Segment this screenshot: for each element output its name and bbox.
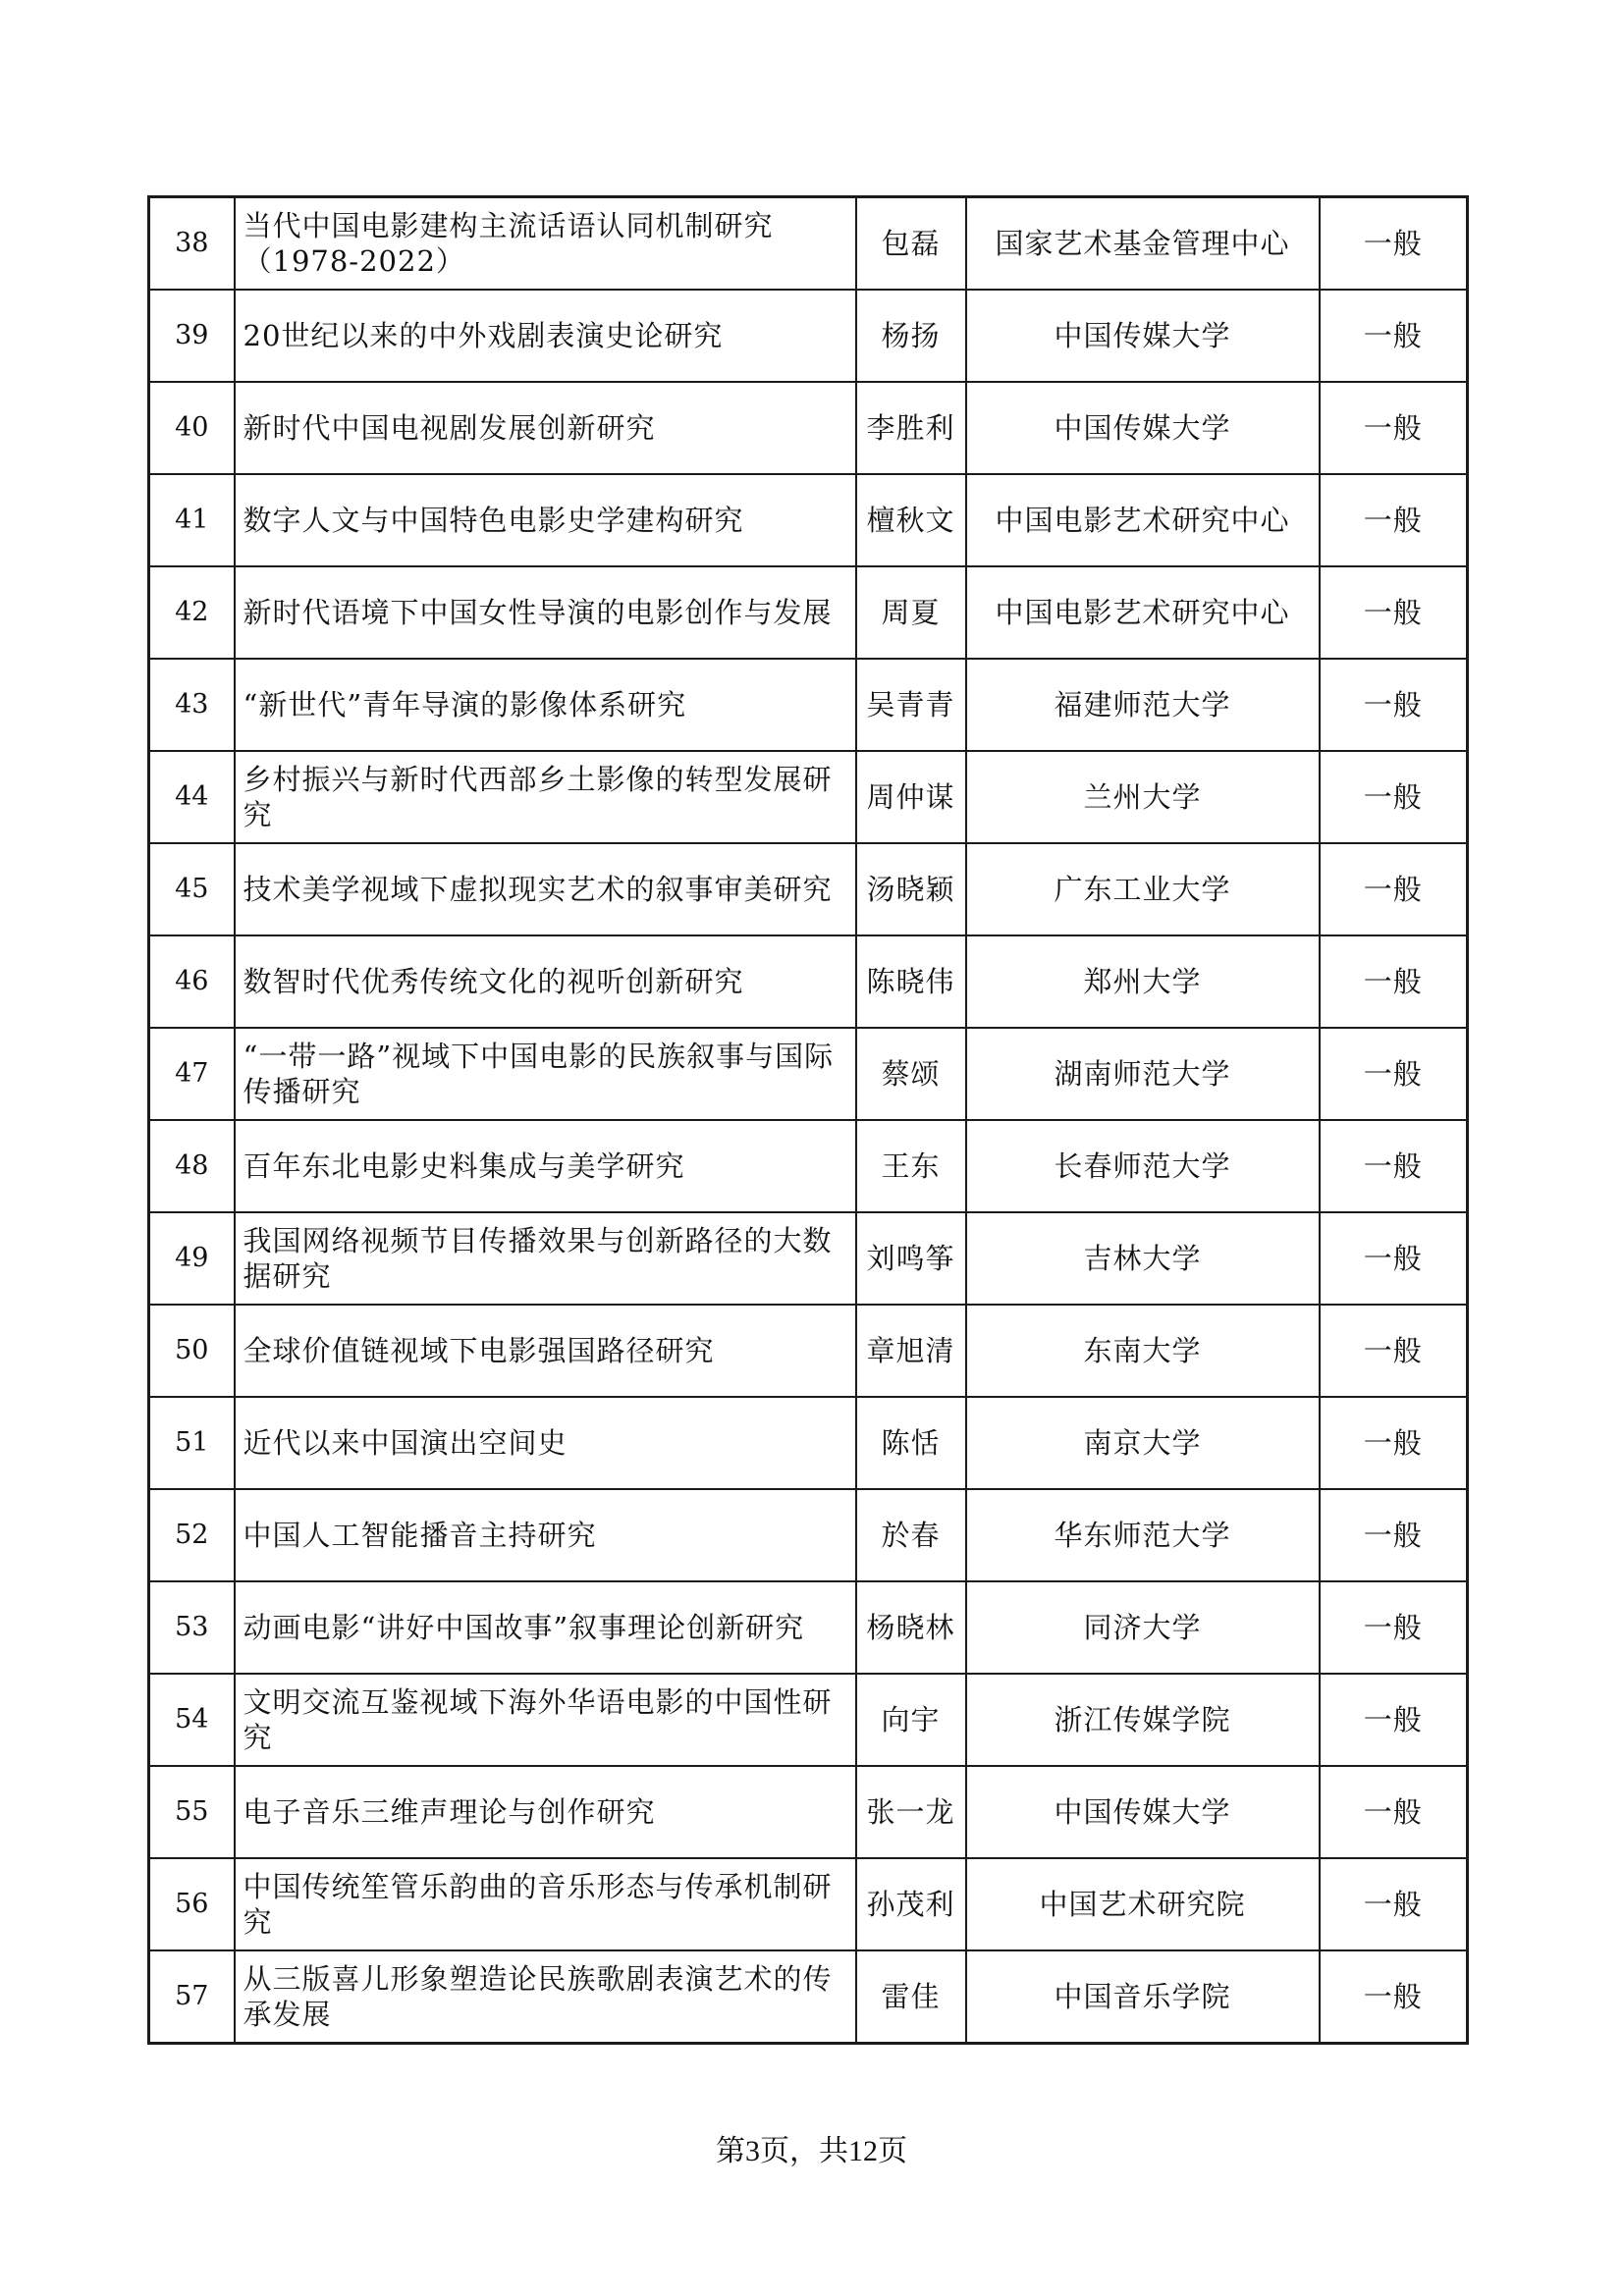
principal-investigator: 周仲谋 bbox=[856, 751, 966, 843]
table-row bbox=[149, 1212, 1468, 1305]
project-category: 一般 bbox=[1320, 1858, 1468, 1950]
institution: 长春师范大学 bbox=[966, 1120, 1320, 1212]
row-number: 55 bbox=[149, 1766, 235, 1858]
principal-investigator: 孙茂利 bbox=[856, 1858, 966, 1950]
project-category: 一般 bbox=[1320, 474, 1468, 566]
institution: 中国电影艺术研究中心 bbox=[966, 474, 1320, 566]
project-category: 一般 bbox=[1320, 290, 1468, 382]
institution: 广东工业大学 bbox=[966, 843, 1320, 935]
project-category: 一般 bbox=[1320, 1489, 1468, 1581]
institution: 中国传媒大学 bbox=[966, 290, 1320, 382]
institution: 郑州大学 bbox=[966, 935, 1320, 1028]
table-row bbox=[149, 566, 1468, 659]
project-title: 近代以来中国演出空间史 bbox=[235, 1397, 856, 1489]
principal-investigator: 周夏 bbox=[856, 566, 966, 659]
project-category: 一般 bbox=[1320, 1581, 1468, 1674]
row-number: 56 bbox=[149, 1858, 235, 1950]
principal-investigator: 李胜利 bbox=[856, 382, 966, 474]
table-row bbox=[149, 474, 1468, 566]
principal-investigator: 陈恬 bbox=[856, 1397, 966, 1489]
institution: 中国音乐学院 bbox=[966, 1950, 1320, 2044]
project-title: 新时代中国电视剧发展创新研究 bbox=[235, 382, 856, 474]
table-row bbox=[149, 1858, 1468, 1950]
project-title: “一带一路”视域下中国电影的民族叙事与国际传播研究 bbox=[235, 1028, 856, 1120]
project-title: 文明交流互鉴视域下海外华语电影的中国性研究 bbox=[235, 1674, 856, 1766]
principal-investigator: 王东 bbox=[856, 1120, 966, 1212]
project-title: 数字人文与中国特色电影史学建构研究 bbox=[235, 474, 856, 566]
institution: 东南大学 bbox=[966, 1305, 1320, 1397]
table-row bbox=[149, 1305, 1468, 1397]
row-number: 44 bbox=[149, 751, 235, 843]
table-row bbox=[149, 1674, 1468, 1766]
institution: 中国电影艺术研究中心 bbox=[966, 566, 1320, 659]
project-category: 一般 bbox=[1320, 1950, 1468, 2044]
project-category: 一般 bbox=[1320, 1766, 1468, 1858]
row-number: 54 bbox=[149, 1674, 235, 1766]
principal-investigator: 汤晓颖 bbox=[856, 843, 966, 935]
principal-investigator: 章旭清 bbox=[856, 1305, 966, 1397]
principal-investigator: 檀秋文 bbox=[856, 474, 966, 566]
table-row bbox=[149, 197, 1468, 291]
row-number: 52 bbox=[149, 1489, 235, 1581]
table-row bbox=[149, 1581, 1468, 1674]
project-table-body bbox=[149, 197, 1468, 2044]
institution: 浙江传媒学院 bbox=[966, 1674, 1320, 1766]
project-category: 一般 bbox=[1320, 1120, 1468, 1212]
project-category: 一般 bbox=[1320, 1212, 1468, 1305]
row-number: 38 bbox=[149, 197, 235, 291]
table-row bbox=[149, 1397, 1468, 1489]
table-row bbox=[149, 1028, 1468, 1120]
institution: 国家艺术基金管理中心 bbox=[966, 197, 1320, 291]
project-category: 一般 bbox=[1320, 751, 1468, 843]
table-row bbox=[149, 290, 1468, 382]
project-title: 电子音乐三维声理论与创作研究 bbox=[235, 1766, 856, 1858]
principal-investigator: 蔡颂 bbox=[856, 1028, 966, 1120]
project-title: 新时代语境下中国女性导演的电影创作与发展 bbox=[235, 566, 856, 659]
project-title: 动画电影“讲好中国故事”叙事理论创新研究 bbox=[235, 1581, 856, 1674]
row-number: 45 bbox=[149, 843, 235, 935]
row-number: 47 bbox=[149, 1028, 235, 1120]
row-number: 50 bbox=[149, 1305, 235, 1397]
row-number: 48 bbox=[149, 1120, 235, 1212]
project-category: 一般 bbox=[1320, 382, 1468, 474]
principal-investigator: 包磊 bbox=[856, 197, 966, 291]
table-row bbox=[149, 659, 1468, 751]
project-title: 中国人工智能播音主持研究 bbox=[235, 1489, 856, 1581]
project-table-container bbox=[147, 195, 1466, 2045]
principal-investigator: 吴青青 bbox=[856, 659, 966, 751]
project-category: 一般 bbox=[1320, 1028, 1468, 1120]
project-category: 一般 bbox=[1320, 197, 1468, 291]
project-title: 技术美学视域下虚拟现实艺术的叙事审美研究 bbox=[235, 843, 856, 935]
project-title: 全球价值链视域下电影强国路径研究 bbox=[235, 1305, 856, 1397]
row-number: 46 bbox=[149, 935, 235, 1028]
row-number: 41 bbox=[149, 474, 235, 566]
project-category: 一般 bbox=[1320, 1305, 1468, 1397]
institution: 华东师范大学 bbox=[966, 1489, 1320, 1581]
institution: 福建师范大学 bbox=[966, 659, 1320, 751]
table-row bbox=[149, 1766, 1468, 1858]
table-row bbox=[149, 1489, 1468, 1581]
table-row bbox=[149, 1120, 1468, 1212]
project-category: 一般 bbox=[1320, 843, 1468, 935]
row-number: 42 bbox=[149, 566, 235, 659]
project-title: 数智时代优秀传统文化的视听创新研究 bbox=[235, 935, 856, 1028]
table-row bbox=[149, 382, 1468, 474]
institution: 中国传媒大学 bbox=[966, 1766, 1320, 1858]
project-category: 一般 bbox=[1320, 1397, 1468, 1489]
principal-investigator: 杨晓林 bbox=[856, 1581, 966, 1674]
project-title: “新世代”青年导演的影像体系研究 bbox=[235, 659, 856, 751]
institution: 兰州大学 bbox=[966, 751, 1320, 843]
row-number: 51 bbox=[149, 1397, 235, 1489]
project-category: 一般 bbox=[1320, 659, 1468, 751]
principal-investigator: 於春 bbox=[856, 1489, 966, 1581]
institution: 吉林大学 bbox=[966, 1212, 1320, 1305]
principal-investigator: 陈晓伟 bbox=[856, 935, 966, 1028]
project-title: 从三版喜儿形象塑造论民族歌剧表演艺术的传承发展 bbox=[235, 1950, 856, 2044]
project-title: 乡村振兴与新时代西部乡土影像的转型发展研究 bbox=[235, 751, 856, 843]
project-category: 一般 bbox=[1320, 1674, 1468, 1766]
row-number: 53 bbox=[149, 1581, 235, 1674]
project-category: 一般 bbox=[1320, 566, 1468, 659]
project-category: 一般 bbox=[1320, 935, 1468, 1028]
project-title: 我国网络视频节目传播效果与创新路径的大数据研究 bbox=[235, 1212, 856, 1305]
principal-investigator: 向宇 bbox=[856, 1674, 966, 1766]
row-number: 40 bbox=[149, 382, 235, 474]
project-title: 20世纪以来的中外戏剧表演史论研究 bbox=[235, 290, 856, 382]
project-title: 中国传统笙管乐韵曲的音乐形态与传承机制研究 bbox=[235, 1858, 856, 1950]
project-table bbox=[147, 195, 1469, 2045]
row-number: 49 bbox=[149, 1212, 235, 1305]
table-row bbox=[149, 935, 1468, 1028]
principal-investigator: 杨扬 bbox=[856, 290, 966, 382]
table-row bbox=[149, 843, 1468, 935]
institution: 南京大学 bbox=[966, 1397, 1320, 1489]
institution: 湖南师范大学 bbox=[966, 1028, 1320, 1120]
project-title: 百年东北电影史料集成与美学研究 bbox=[235, 1120, 856, 1212]
table-row bbox=[149, 1950, 1468, 2044]
institution: 同济大学 bbox=[966, 1581, 1320, 1674]
principal-investigator: 雷佳 bbox=[856, 1950, 966, 2044]
row-number: 43 bbox=[149, 659, 235, 751]
page-footer: 第3页，共12页 bbox=[716, 2135, 907, 2167]
institution: 中国艺术研究院 bbox=[966, 1858, 1320, 1950]
principal-investigator: 刘鸣筝 bbox=[856, 1212, 966, 1305]
row-number: 57 bbox=[149, 1950, 235, 2044]
row-number: 39 bbox=[149, 290, 235, 382]
institution: 中国传媒大学 bbox=[966, 382, 1320, 474]
table-row bbox=[149, 751, 1468, 843]
project-title: 当代中国电影建构主流话语认同机制研究（1978-2022） bbox=[235, 197, 856, 291]
principal-investigator: 张一龙 bbox=[856, 1766, 966, 1858]
